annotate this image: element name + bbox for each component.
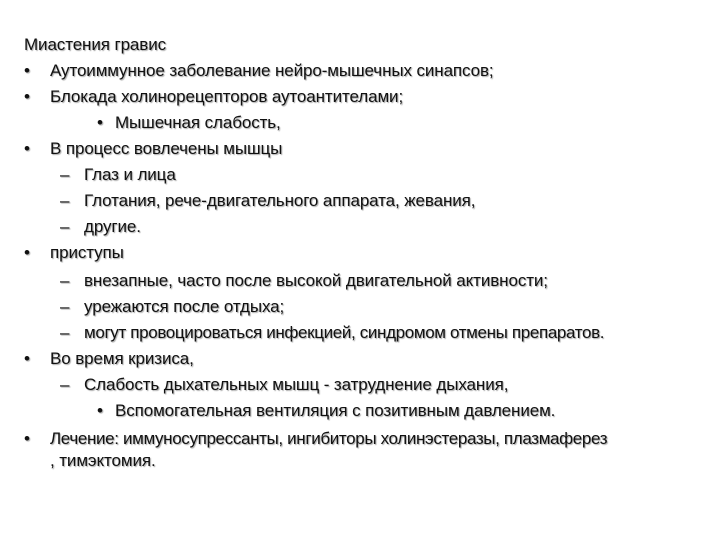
bullet-icon: • xyxy=(24,87,30,106)
bullet-icon: • xyxy=(97,113,103,132)
list-item: Глаз и лица xyxy=(84,165,176,184)
list-item: Вспомогательная вентиляция с позитивным давлением. xyxy=(115,401,556,420)
bullet-icon: • xyxy=(24,61,30,80)
list-item: урежаются после отдыха; xyxy=(84,297,285,316)
dash-icon: – xyxy=(60,323,70,342)
list-item: могут провоцироваться инфекцией, синдромом отмены препаратов. xyxy=(84,323,605,342)
dash-icon: – xyxy=(60,165,70,184)
bullet-icon: • xyxy=(24,429,30,448)
bullet-icon: • xyxy=(97,401,103,420)
slide-title: Миастения гравис xyxy=(24,35,167,54)
dash-icon: – xyxy=(60,191,70,210)
list-item: Во время кризиса, xyxy=(50,349,194,368)
list-item: Аутоиммунное заболевание нейро-мышечных синапсов; xyxy=(50,61,494,80)
list-item-continuation: , тимэктомия. xyxy=(50,451,156,470)
dash-icon: – xyxy=(60,271,70,290)
bullet-icon: • xyxy=(24,349,30,368)
dash-icon: – xyxy=(60,297,70,316)
list-item: Блокада холинорецепторов аутоантителами; xyxy=(50,87,404,106)
bullet-icon: • xyxy=(24,243,30,262)
list-item: Лечение: иммуносупрессанты, ингибиторы холинэстеразы, плазмаферез xyxy=(50,429,608,448)
dash-icon: – xyxy=(60,217,70,236)
list-item: В процесс вовлечены мышцы xyxy=(50,139,283,158)
list-item: Глотания, рече-двигательного аппарата, жевания, xyxy=(84,191,476,210)
list-item: Мышечная слабость, xyxy=(115,113,281,132)
list-item: Слабость дыхательных мышц - затруднение дыхания, xyxy=(84,375,509,394)
bullet-icon: • xyxy=(24,139,30,158)
list-item: внезапные, часто после высокой двигательной активности; xyxy=(84,271,548,290)
list-item: другие. xyxy=(84,217,141,236)
dash-icon: – xyxy=(60,375,70,394)
list-item: приступы xyxy=(50,243,124,262)
